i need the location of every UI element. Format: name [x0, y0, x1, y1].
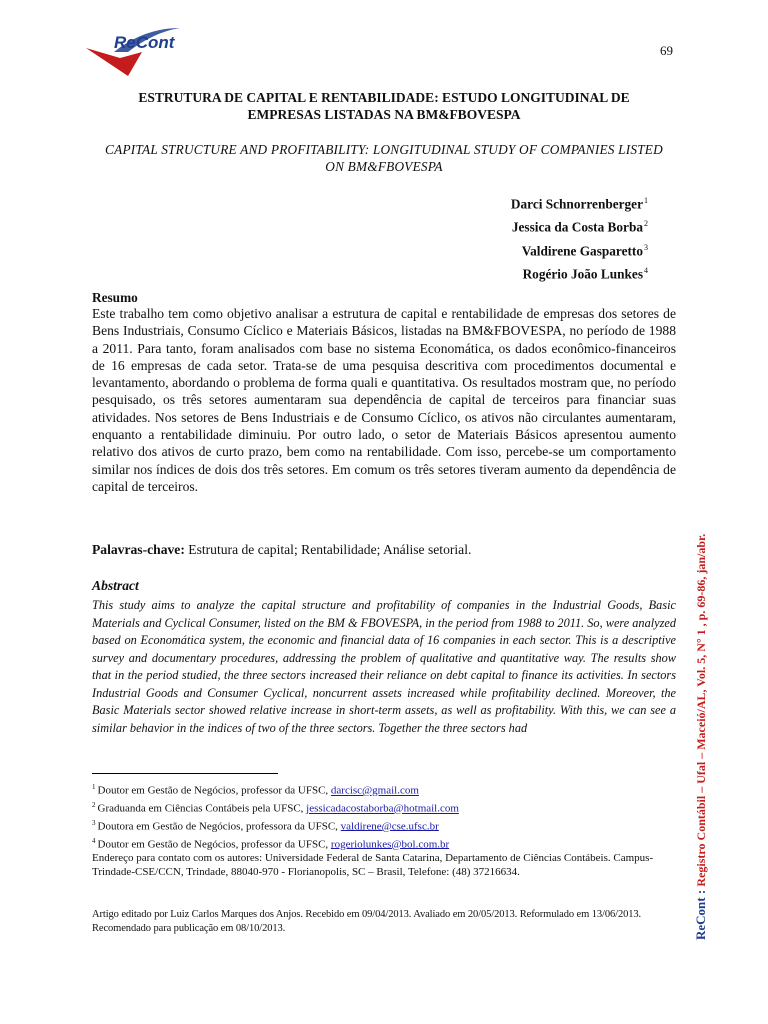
- page-number: 69: [660, 43, 673, 58]
- resumo-text: Este trabalho tem como objetivo analisar a estrutura de capital e rentabilidade de empresas dos setores de Bens Industriais, Consumo Cíclico e Materiais Básicos, listadas na BM&FBOVESPA, no período de 1988 a 2011. Para tanto, foram analisados com base no sistema Economática, os dados econômico-financeiros de 16 empresas de cada setor. Trata-se de uma pesquisa descritiva com procedimentos documental e levantamento, abordando o problema de forma quali e quantitativa. Os resultados mostram que, no período pesquisado, os três setores aumentaram sua dependência de capital de terceiros para financiar suas atividades. Nos setores de Bens Industriais e de Consumo Cíclico, os ativos não circulantes aumentaram, enquanto a rentabilidade diminuiu. Por outro lado, o setor de Materiais Básicos apresentou aumento relativo dos ativos de curto prazo, bem como na rentabilidade. Com isso, percebe-se um comportamento similar nos índices de dois dos três setores. Em comum os três setores tiveram aumento da dependência de capital de terceiros.: [92, 306, 676, 494]
- sidebar-brand: ReCont :: [693, 886, 708, 940]
- author: Rogério João Lunkes$^4$: [522, 266, 648, 282]
- author: Valdirene Gasparetto$^3$: [521, 242, 648, 259]
- resumo-heading: Resumo: [92, 290, 138, 305]
- keywords-label: Palavras-chave:: [92, 542, 185, 557]
- editorial-note: Artigo editado por Luiz Carlos Marques dos Anjos. Recebido em 09/04/2013. Avaliado em 20/05/2013. Reformulado em 13/06/2013. Recomendado para publicação em 08/10/2013.: [92, 909, 642, 935]
- logo-text: ReCont: [114, 33, 175, 52]
- footnote: $^2$ Graduanda em Ciências Contábeis pela UFSC, jessicadacostaborba@hotmail.com: [92, 800, 459, 815]
- footnote-email-link[interactable]: valdirene@cse.ufsc.br: [340, 820, 439, 833]
- abstract-heading: Abstract: [92, 578, 139, 593]
- footnotes: [92, 780, 676, 851]
- author: Darci Schnorrenberger$^1$: [510, 196, 648, 212]
- title-portuguese: ESTRUTURA DE CAPITAL E RENTABILIDADE: ESTUDO LONGITUDINAL DE EMPRESAS LISTADAS NA BM&FBOVESPA: [138, 90, 630, 122]
- contact-address: Endereço para contato com os autores: Universidade Federal de Santa Catarina, Departamento de Ciências Contábeis. Campus-Trindade-CSE/CCN, Trindade, 88040-970 - Florianopolis, SC – Brasil, Telefone: (48) 37216634.: [92, 852, 654, 879]
- title-english: CAPITAL STRUCTURE AND PROFITABILITY: LONGITUDINAL STUDY OF COMPANIES LISTED ON BM&FBOVESPA: [105, 142, 663, 174]
- footnote-email-link[interactable]: darcisc@gmail.com: [330, 784, 419, 797]
- recont-logo: [84, 22, 184, 78]
- abstract-text: This study aims to analyze the capital structure and profitability of companies in the Industrial Goods, Basic Materials and Cyclical Consumer, listed on the BM & FBOVESPA, in the period from 1988 to 2011. So, were analyzed based on Economática system, the economic and financial data of 16 companies in each sector. This is a descriptive survey and documentary procedures, addressing the problem of qualitative and quantitative way. The results show that in the period studied, the three sectors increased their reliance on debt capital to finance its activities. In sectors Industrial Goods and Consumer Cyclical, noncurrent assets increased while profitability declined. Moreover, the Basic Materials sector showed relative increase in short-term assets, as well as profitability. With this, we can see a similar behavior in the indices of two of the three sectors. Together the three sectors had: [92, 598, 676, 735]
- journal-sidebar: [692, 534, 710, 940]
- footnote-email-link[interactable]: rogeriolunkes@bol.com.br: [330, 838, 450, 851]
- footnote-divider: [92, 773, 278, 774]
- keywords-text: Estrutura de capital; Rentabilidade; Análise setorial.: [184, 542, 472, 557]
- author-list: [511, 191, 648, 285]
- author: Jessica da Costa Borba$^2$: [511, 219, 648, 235]
- sidebar-citation: Registro Contábil – Ufal – Maceió/AL, Vol. 5, N° 1 , p. 69-86, jan/abr.: [694, 533, 708, 887]
- footnote: $^1$ Doutor em Gestão de Negócios, professor da UFSC, darcisc@gmail.com: [92, 783, 419, 797]
- keywords: [92, 542, 676, 558]
- footnote-email-link[interactable]: jessicadacostaborba@hotmail.com: [306, 802, 459, 815]
- footnote: $^4$ Doutor em Gestão de Negócios, professor da UFSC, rogeriolunkes@bol.com.br: [92, 836, 450, 851]
- footnote: $^3$ Doutora em Gestão de Negócios, professora da UFSC, valdirene@cse.ufsc.br: [92, 818, 439, 833]
